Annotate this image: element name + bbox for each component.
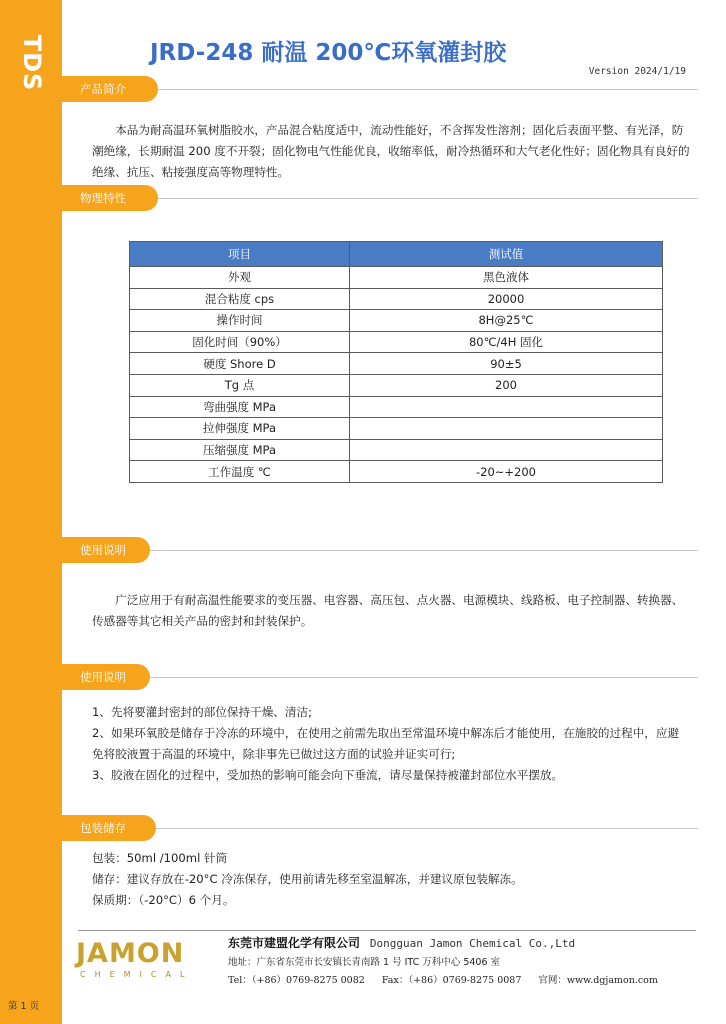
section-divider-intro [158, 89, 698, 90]
instruction-item: 3、胶液在固化的过程中，受加热的影响可能会向下垂流，请尽量保持被灌封部位水平摆放。 [92, 768, 564, 782]
table-cell-item: 外观 [130, 267, 350, 289]
table-cell-value [350, 418, 663, 440]
contact-tel: Tel：（+86）0769-8275 0082 [228, 975, 365, 986]
table-cell-value [350, 439, 663, 461]
packaging-list [92, 848, 690, 911]
packaging-item: 包装：50ml /100ml 针筒 [92, 851, 228, 865]
section-heading-properties: 物理特性 [62, 185, 158, 211]
table-row [130, 331, 663, 353]
table-cell-value: 90±5 [350, 353, 663, 375]
company-logo [76, 938, 216, 988]
section-divider-usage [150, 550, 698, 551]
table-cell-item: 固化时间（90%） [130, 331, 350, 353]
section-divider-instructions [150, 677, 698, 678]
section-heading-intro: 产品简介 [62, 76, 158, 102]
table-row [130, 418, 663, 440]
intro-paragraph: 本品为耐高温环氧树脂胶水，产品混合粘度适中，流动性能好，不含挥发性溶剂；固化后表面平整、有光泽，防潮绝缘，长期耐温 200 度不开裂；固化物电气性能优良，收缩率低，耐冷热循环和大气老化性好；固化物具有良好的绝缘、抗压、粘接强度高等物理特性。 [92, 123, 690, 179]
table-cell-item: 拉伸强度 MPa [130, 418, 350, 440]
table-cell-value: 8H@25℃ [350, 310, 663, 332]
table-row [130, 353, 663, 375]
table-cell-value: 80℃/4H 固化 [350, 331, 663, 353]
table-cell-value: 20000 [350, 288, 663, 310]
section-divider-properties [158, 198, 698, 199]
section-heading-packaging: 包装储存 [62, 815, 156, 841]
table-cell-item: 混合粘度 cps [130, 288, 350, 310]
table-header-row [130, 242, 663, 267]
table-cell-item: Tg 点 [130, 374, 350, 396]
company-name-en: Dongguan Jamon Chemical Co.,Ltd [369, 937, 576, 950]
tds-label [12, 28, 52, 98]
logo-subtitle: CHEMICAL [80, 970, 194, 979]
table-cell-item: 压缩强度 MPa [130, 439, 350, 461]
table-row [130, 310, 663, 332]
section-heading-usage: 使用说明 [62, 537, 150, 563]
section-divider-packaging [156, 828, 698, 829]
company-address: 地址：广东省东莞市长安镇长青南路 1 号 ITC 万科中心 5406 室 [228, 957, 501, 968]
company-name [228, 934, 575, 951]
logo-wordmark: JAMON [76, 938, 185, 969]
company-contact [228, 972, 672, 986]
document-title: JRD-248 耐温 200℃环氧灌封胶 [150, 40, 507, 66]
table-row [130, 267, 663, 289]
section-heading-instructions: 使用说明 [62, 664, 150, 690]
table-header-item: 项目 [130, 242, 350, 267]
table-row [130, 396, 663, 418]
company-name-cn: 东莞市建盟化学有限公司 [228, 936, 361, 950]
table-cell-item: 硬度 Shore D [130, 353, 350, 375]
instruction-item: 2、如果环氧胶是储存于冷冻的环境中，在使用之前需先取出至常温环境中解冻后才能使用，在施胶的过程中，应避免将胶液置于高温的环境中，除非事先已做过这方面的试验并证实可行; [92, 726, 680, 761]
packaging-item: 保质期：（-20°C）6 个月。 [92, 893, 235, 907]
properties-table [129, 241, 663, 483]
footer-divider [78, 930, 696, 931]
instructions-list [92, 702, 690, 786]
table-header-value: 测试值 [350, 242, 663, 267]
table-cell-value: 黑色液体 [350, 267, 663, 289]
instruction-item: 1、先将要灌封密封的部位保持干燥、清洁; [92, 705, 312, 719]
table-row [130, 439, 663, 461]
table-row [130, 288, 663, 310]
table-cell-value [350, 396, 663, 418]
contact-web: 官网：www.dgjamon.com [538, 975, 658, 986]
usage-paragraph: 广泛应用于有耐高温性能要求的变压器、电容器、高压包、点火器、电源模块、线路板、电子控制器、转换器、传感器等其它相关产品的密封和封装保护。 [92, 593, 684, 628]
table-cell-value: 200 [350, 374, 663, 396]
sidebar-stripe [0, 0, 62, 1024]
table-cell-value: -20~+200 [350, 461, 663, 483]
table-row [130, 461, 663, 483]
packaging-item: 储存：建议存放在-20°C 冷冻保存，使用前请先移至室温解冻，并建议原包装解冻。 [92, 872, 523, 886]
table-cell-item: 操作时间 [130, 310, 350, 332]
contact-fax: Fax：（+86）0769-8275 0087 [381, 975, 522, 986]
version-label: Version 2024/1/19 [588, 66, 686, 77]
tds-label-text: TDS [18, 34, 46, 92]
table-cell-item: 工作温度 ℃ [130, 461, 350, 483]
table-cell-item: 弯曲强度 MPa [130, 396, 350, 418]
page-number: 第 1 页 [8, 1001, 40, 1012]
table-row [130, 374, 663, 396]
